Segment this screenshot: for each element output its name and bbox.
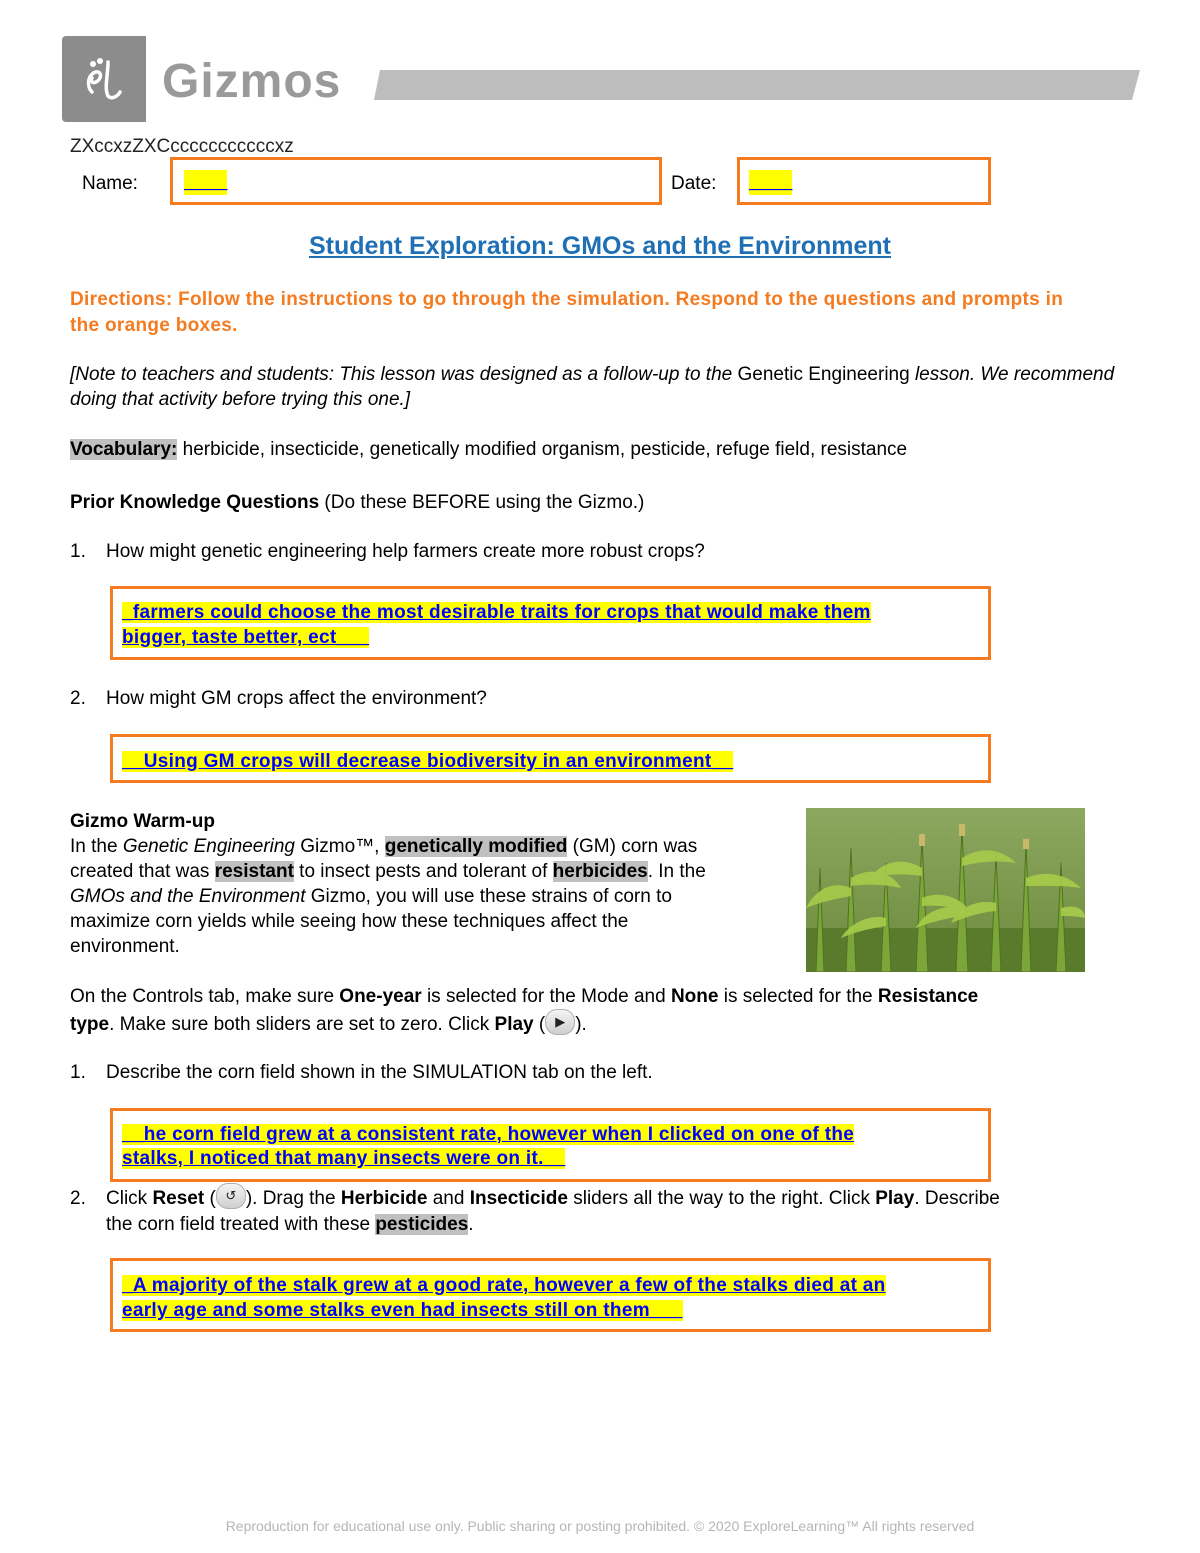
play-label: Play bbox=[875, 1188, 915, 1210]
answer-line bbox=[122, 1146, 565, 1171]
text: . bbox=[468, 1214, 474, 1235]
vocab-term: pesticides bbox=[375, 1214, 469, 1235]
text: In the bbox=[70, 836, 123, 857]
text: Gizmo™, bbox=[295, 836, 385, 857]
question-line bbox=[106, 1212, 1146, 1237]
question-number: 2. bbox=[70, 1188, 86, 1209]
header-code: ZXccxzZXCcccccccccccxz bbox=[70, 136, 294, 157]
play-label: Play bbox=[494, 1014, 534, 1035]
reset-icon: ↺ bbox=[216, 1183, 246, 1209]
text: . Describe bbox=[914, 1188, 1000, 1210]
vocab-term: herbicides bbox=[552, 861, 648, 882]
answer-text: early age and some stalks even had insects still on them___ bbox=[122, 1300, 683, 1321]
vocabulary-terms: herbicide, insecticide, genetically modified organism, pesticide, refuge field, resistance bbox=[177, 439, 908, 460]
warmup-line bbox=[70, 859, 800, 884]
brand-name: Gizmos bbox=[162, 55, 342, 108]
activity-question-1: Describe the corn field shown in the SIMULATION tab on the left. bbox=[106, 1062, 653, 1083]
answer-text: __Using GM crops will decrease biodiversity in an environment__ bbox=[122, 751, 734, 772]
text: GMOs and the Environment bbox=[70, 886, 306, 907]
prior-knowledge-heading bbox=[70, 490, 644, 515]
warmup-line bbox=[70, 909, 800, 934]
page-title: Student Exploration: GMOs and the Environment bbox=[309, 232, 891, 260]
date-label: Date: bbox=[671, 173, 717, 194]
gizmos-logo-mark bbox=[62, 36, 146, 122]
answer-line bbox=[122, 625, 369, 650]
explorelearning-el-logo-icon bbox=[78, 52, 132, 106]
prior-heading-note: (Do these BEFORE using the Gizmo.) bbox=[319, 492, 645, 513]
vocabulary-line bbox=[70, 437, 907, 462]
question-number: 1. bbox=[70, 1062, 86, 1083]
text: . In the bbox=[647, 861, 706, 882]
type-label: type bbox=[70, 1014, 110, 1035]
answer-box-prior-2[interactable] bbox=[110, 734, 991, 783]
text: Genetic Engineering bbox=[122, 836, 295, 857]
text: ). Drag the bbox=[245, 1188, 341, 1210]
note-part-1: [Note to teachers and students: This lesson was designed as a follow-up to the bbox=[70, 364, 738, 385]
name-value: ____ bbox=[184, 172, 228, 193]
text: (GM) corn was bbox=[567, 836, 698, 857]
answer-line bbox=[122, 1298, 683, 1323]
warmup-line bbox=[70, 834, 800, 859]
prior-question-1: How might genetic engineering help farmers create more robust crops? bbox=[106, 541, 705, 562]
text: is selected for the Mode and bbox=[421, 986, 671, 1007]
text: ). bbox=[575, 1014, 587, 1035]
warmup-heading: Gizmo Warm-up bbox=[70, 811, 215, 832]
note-part-2: lesson. We recommend doing that activity before trying this one.] bbox=[70, 364, 1115, 410]
text: ( bbox=[533, 1014, 546, 1035]
mode-one-year: One-year bbox=[339, 986, 422, 1007]
vocab-term: genetically modified bbox=[384, 836, 568, 857]
play-icon: ▶ bbox=[545, 1009, 575, 1035]
answer-text: bigger, taste better, ect___ bbox=[122, 627, 370, 648]
header-bar bbox=[374, 70, 1140, 100]
question-line bbox=[106, 1186, 1146, 1212]
text: On the Controls tab, make sure bbox=[70, 986, 340, 1007]
vocabulary-label: Vocabulary: bbox=[70, 439, 178, 460]
text: and bbox=[427, 1188, 470, 1210]
answer-box-prior-1[interactable] bbox=[110, 586, 991, 660]
answer-text: __he corn field grew at a consistent rate, however when I clicked on one of the bbox=[122, 1124, 855, 1145]
text: Gizmo, you will use these strains of corn to bbox=[305, 886, 672, 907]
answer-box-activity-2[interactable] bbox=[110, 1258, 991, 1332]
answer-box-activity-1[interactable] bbox=[110, 1108, 991, 1182]
vocab-term: resistant bbox=[214, 861, 294, 882]
copyright-footer: Reproduction for educational use only. Public sharing or posting prohibited. © 2020 ExploreLearning™ All rights reserved bbox=[225, 1518, 975, 1534]
date-value: ____ bbox=[749, 172, 793, 193]
corn-field-image bbox=[806, 808, 1085, 972]
text: sliders all the way to the right. Click bbox=[567, 1188, 876, 1210]
name-label: Name: bbox=[82, 173, 138, 194]
answer-line bbox=[122, 600, 871, 625]
text: created that was bbox=[70, 861, 215, 882]
date-field[interactable] bbox=[737, 157, 991, 205]
directions-text: Directions: Follow the instructions to go through the simulation. Respond to the questions and prompts in the orange boxes. bbox=[70, 289, 1064, 336]
question-number: 1. bbox=[70, 541, 86, 562]
warmup-line bbox=[70, 884, 800, 909]
warmup-paragraph bbox=[70, 834, 800, 959]
text: is selected for the bbox=[718, 986, 878, 1007]
text: Click bbox=[106, 1188, 153, 1210]
answer-text: _A majority of the stalk grew at a good rate, however a few of the stalks died at an bbox=[122, 1275, 886, 1296]
insecticide-label: Insecticide bbox=[469, 1188, 568, 1210]
text: ( bbox=[204, 1188, 216, 1210]
answer-line bbox=[122, 1122, 854, 1147]
resistance-label: Resistance bbox=[877, 986, 979, 1007]
prior-question-2: How might GM crops affect the environment? bbox=[106, 688, 487, 709]
answer-line bbox=[122, 749, 733, 774]
text: maximize corn yields while seeing how these techniques affect the bbox=[70, 911, 629, 932]
name-field[interactable] bbox=[170, 157, 662, 205]
question-number: 2. bbox=[70, 688, 86, 709]
text: to insect pests and tolerant of bbox=[293, 861, 553, 882]
teacher-note bbox=[70, 362, 1130, 412]
activity-question-2 bbox=[106, 1186, 1146, 1237]
answer-text: stalks, I noticed that many insects were on it.__ bbox=[122, 1148, 566, 1169]
controls-instructions bbox=[70, 983, 1130, 1039]
text: . Make sure both sliders are set to zero. Click bbox=[109, 1014, 495, 1035]
warmup-line bbox=[70, 934, 800, 959]
herbicide-label: Herbicide bbox=[340, 1188, 428, 1210]
resistance-none: None bbox=[670, 986, 719, 1007]
reset-label: Reset bbox=[152, 1188, 205, 1210]
note-lesson-name: Genetic Engineering bbox=[737, 364, 910, 385]
text: environment. bbox=[70, 936, 180, 957]
answer-line bbox=[122, 1273, 886, 1298]
answer-text: _farmers could choose the most desirable traits for crops that would make them bbox=[122, 602, 871, 623]
prior-heading-text: Prior Knowledge Questions bbox=[70, 492, 320, 513]
text: the corn field treated with these bbox=[106, 1214, 376, 1235]
